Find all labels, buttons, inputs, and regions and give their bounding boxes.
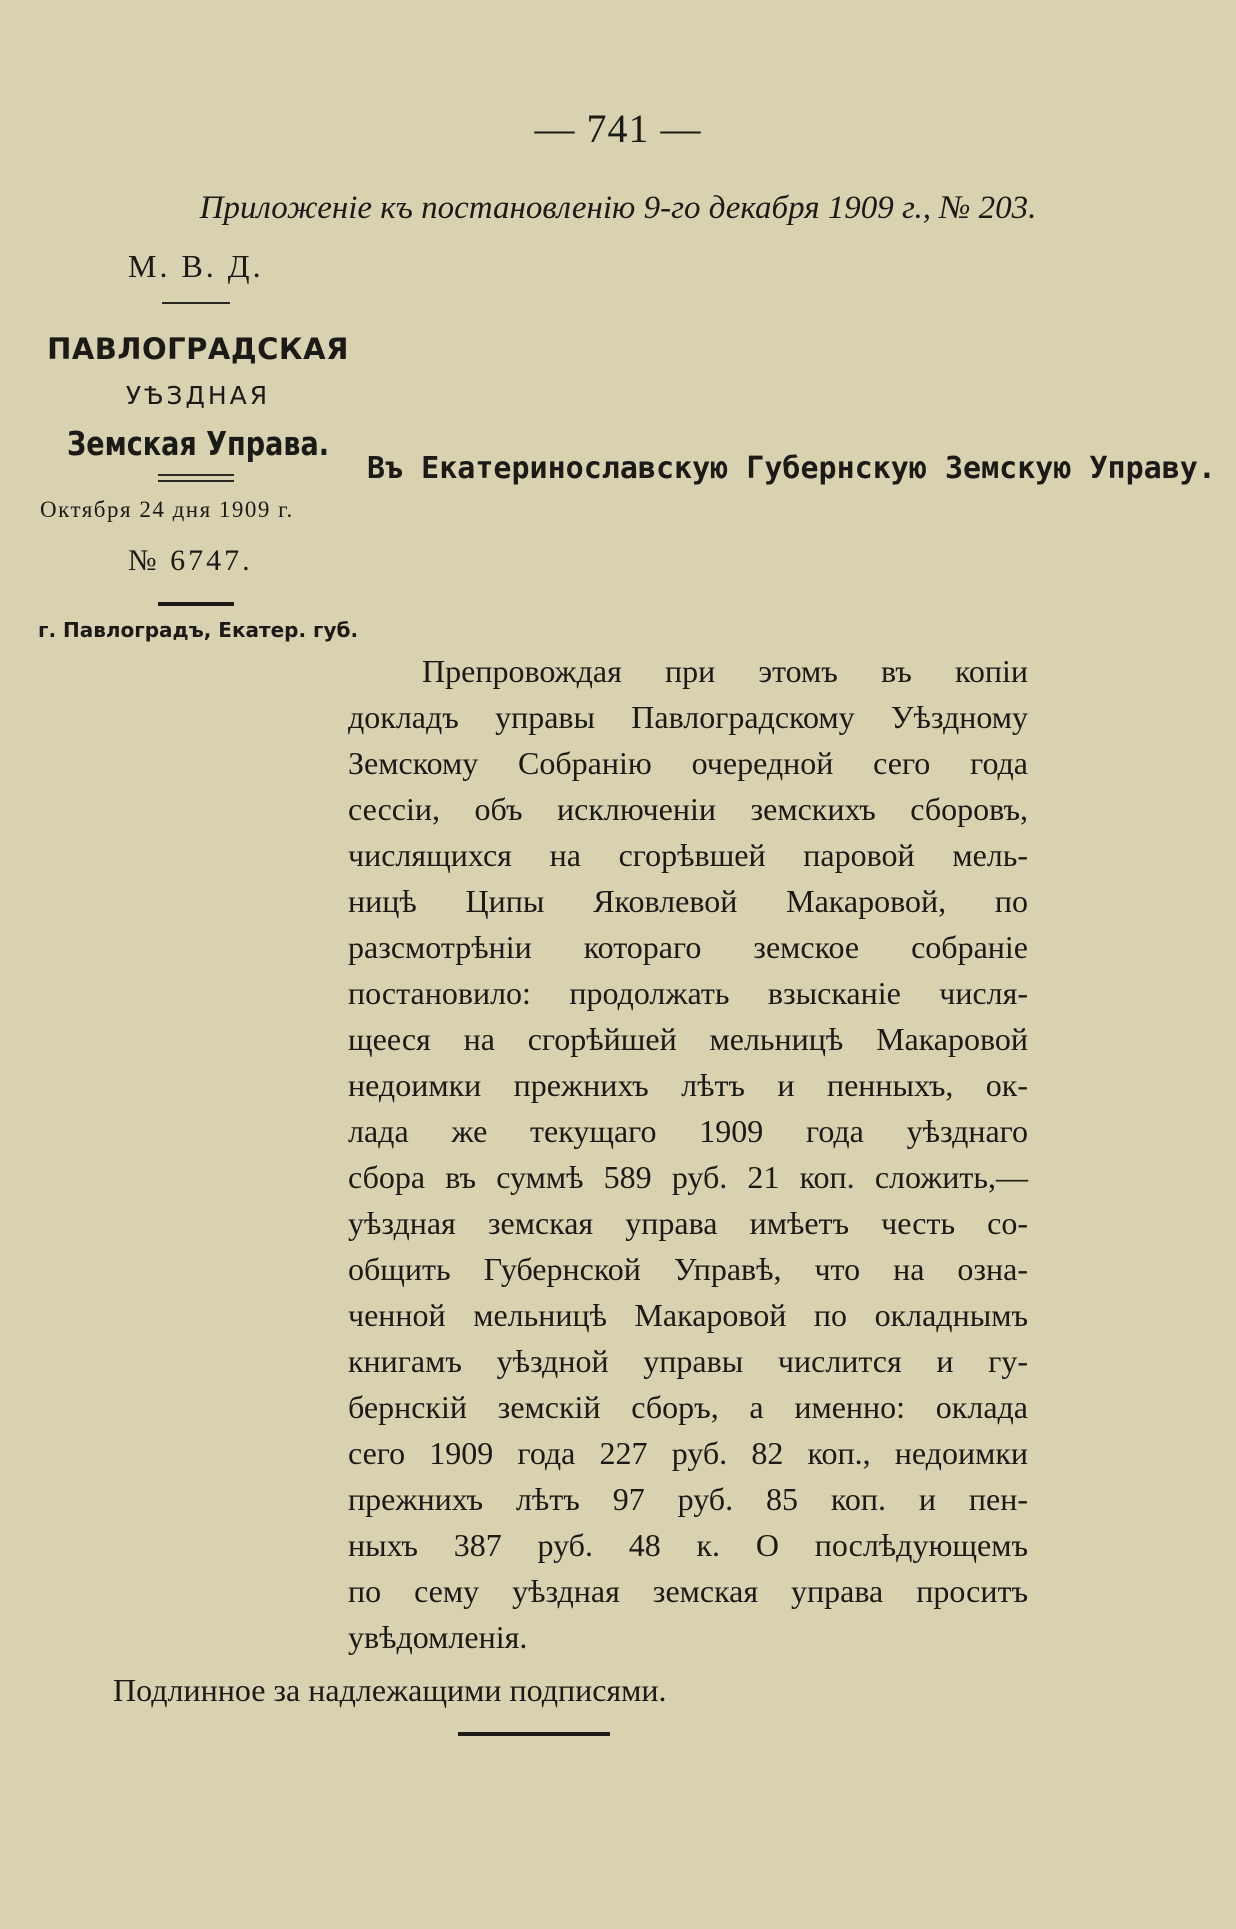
body-line: сего 1909 года 227 руб. 82 коп., недоимки xyxy=(348,1435,1028,1471)
body-line: книгамъ уѣздной управы числится и гу- xyxy=(348,1343,1028,1379)
body-line: увѣдомленiя. xyxy=(348,1619,528,1655)
body-line: общить Губернской Управѣ, что на озна- xyxy=(348,1251,1028,1287)
body-line: числящихся на сгорѣвшей паровой мель- xyxy=(348,837,1028,873)
org-name-line2: УѢЗДНАЯ xyxy=(125,381,271,410)
number-divider xyxy=(158,602,234,606)
letter-number: № 6747. xyxy=(128,544,253,577)
body-line: недоимки прежнихъ лѣтъ и пенныхъ, ок- xyxy=(348,1067,1028,1103)
body-line: ныхъ 387 руб. 48 к. О послѣдующемъ xyxy=(348,1527,1028,1563)
body-line: прежнихъ лѣтъ 97 руб. 85 коп. и пен- xyxy=(348,1481,1028,1517)
body-line: лада же текущаго 1909 года уѣзднаго xyxy=(348,1113,1028,1149)
ministry-abbreviation: М. В. Д. xyxy=(128,248,264,284)
org-name-line1: ПАВЛОГРАДСКАЯ xyxy=(47,332,349,366)
body-line: бернскiй земскiй сборъ, а именно: оклада xyxy=(348,1389,1028,1425)
body-line: разсмотрѣнiи котораго земское собранiе xyxy=(348,929,1028,965)
page-number: — 741 — xyxy=(534,106,702,151)
body-line: уѣздная земская управа имѣетъ честь со- xyxy=(348,1205,1028,1241)
body-line: Земскому Собранiю очередной сего года xyxy=(348,745,1028,781)
closing-note: Подлинное за надлежащими подписями. xyxy=(113,1672,667,1708)
body-line: по сему уѣздная земская управа проситъ xyxy=(348,1573,1028,1609)
body-line: ницѣ Ципы Яковлевой Макаровой, по xyxy=(348,883,1028,919)
body-line: ченной мельницѣ Макаровой по окладнымъ xyxy=(348,1297,1028,1333)
letter-body xyxy=(348,648,1028,1660)
letter-date: Октября 24 дня 1909 г. xyxy=(40,497,294,522)
body-line: сессiи, объ исключенiи земскихъ сборовъ, xyxy=(348,791,1028,827)
addressee: Въ Екатеринославскую Губернскую Земскую Управу. xyxy=(367,451,1216,486)
org-double-divider xyxy=(158,474,234,482)
body-line: постановило: продолжать взысканiе числя- xyxy=(348,975,1028,1011)
ministry-divider xyxy=(162,302,230,304)
closing-divider xyxy=(458,1732,610,1736)
body-line: Препровождая при этомъ въ копiи xyxy=(422,653,1028,689)
body-line: сбора въ суммѣ 589 руб. 21 коп. сложить,— xyxy=(348,1159,1028,1195)
letter-place: г. Павлоградъ, Екатер. губ. xyxy=(38,618,359,642)
body-line: щееся на сгорѣйшей мельницѣ Макаровой xyxy=(348,1021,1028,1057)
body-line: докладъ управы Павлоградскому Уѣздному xyxy=(348,699,1028,735)
org-name-line3: Земская Управа. xyxy=(66,424,330,463)
appendix-note: Приложенiе къ постановленiю 9-го декабря 1909 г., № 203. xyxy=(199,190,1037,226)
